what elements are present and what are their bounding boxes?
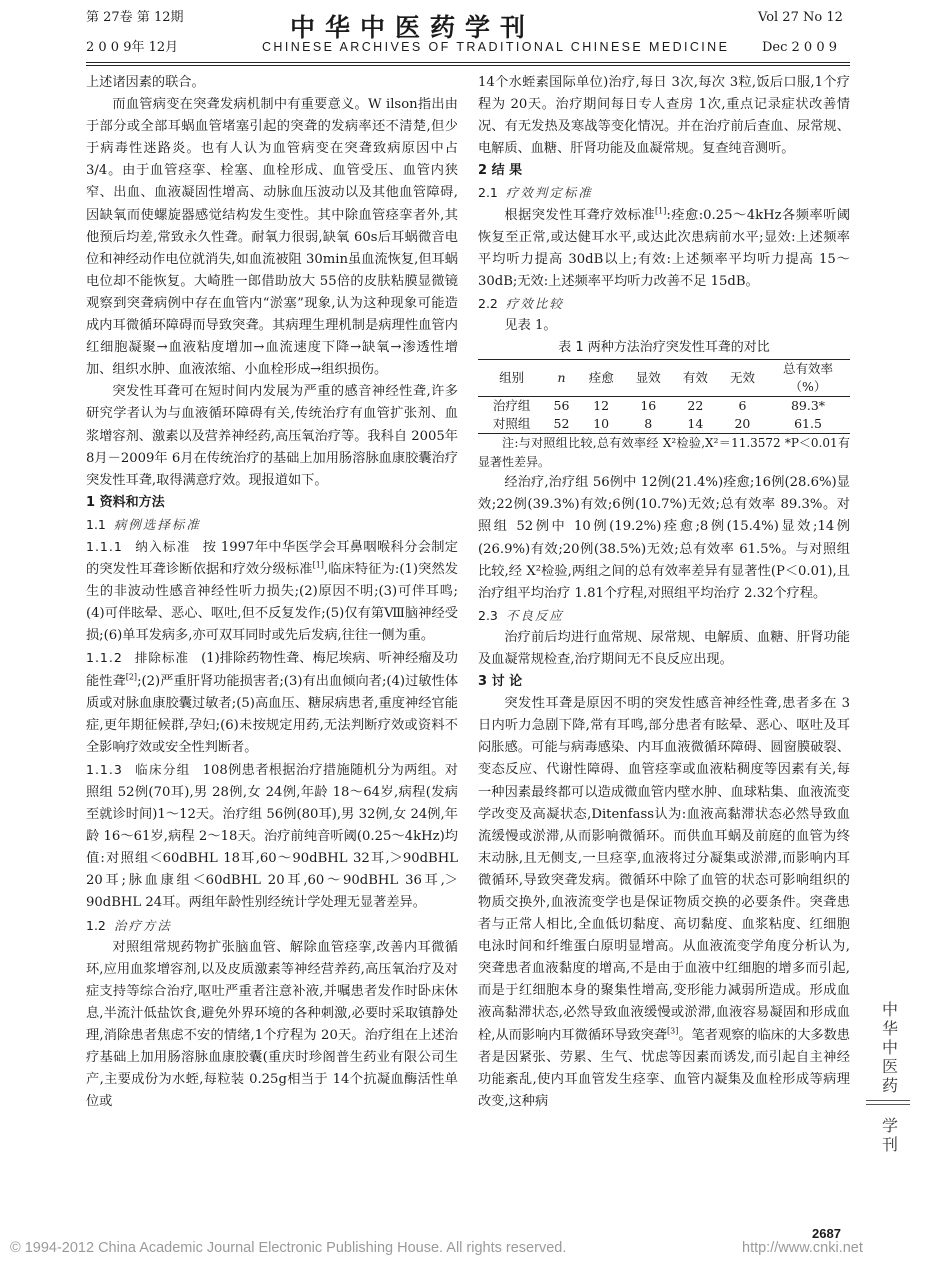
paragraph: 而血管病变在突聋发病机制中有重要意义。W ilson指出由于部分或全部耳蜗血管堵塞引起的突聋的发病率还不清楚,但少于病毒性迷路炎。也有人认为血管病变在突聋致病原因中占 3/4。由于血管痉挛、栓塞、血栓形成、血管受压、血管内狭窄、出血、血液凝固性增高、动脉血压波动以及其他血管障碍,因缺氧而使螺旋器感觉结构发生变性。其中除血管痉挛者外,其他预后均差,常致永久性聋。耐氧力很弱,缺氧 60s后耳蜗微音电位和神经动作电位就消失,如血流被阻 30min虽血流恢复,但耳蜗电位却不能恢复。大崎胜一郎借助放大 55倍的皮肤粘膜显微镜观察到突聋病例中存在血管内“淤塞”现象,认为这种现象可能造成内耳微循环障碍而导致突聋。其病理生理机制是病理性血管内红细胞凝聚→血液粘度增加→血流速度下降→缺氧→渗透性增加、组织水肿、血液浓缩、小血栓形成→组织损伤。 — [86, 97, 458, 378]
side-journal-label: 中华中医药 — [881, 1000, 898, 1095]
section-heading: 2 结 果 — [478, 163, 523, 179]
table-cell: 14 — [672, 415, 719, 434]
table-cell: 对照组 — [478, 415, 545, 434]
table-cell: 20 — [719, 415, 766, 434]
subsection-heading: 2.3 不良反应 — [478, 607, 564, 623]
subsection-heading: 2.2 疗效比较 — [478, 295, 564, 311]
table-cell: 16 — [640, 398, 657, 414]
table-note: 注:与对照组比较,总有效率经 X²检验,X²＝11.3572 *P＜0.01有显著性差异。 — [478, 436, 850, 470]
side-divider — [866, 1104, 910, 1105]
citation: [1] — [655, 206, 667, 216]
table-header-row — [478, 360, 850, 397]
page-number: 2687 — [812, 1226, 841, 1241]
subsection-heading: 2.1 疗效判定标准 — [478, 185, 593, 201]
paragraph: 1.1.2 排除标准 (1)排除药物性聋、梅尼埃病、听神经瘤及功能性聋[2];(2)严重肝肾功能损害者;(3)有出血倾向者;(4)过敏性体质或对脉血康胶囊过敏者;(5)高血压、糖尿病患者,重度神经官能症,更年期征候群,孕妇;(6)未按规定用药,无法判断疗效或资料不全影响疗效或安全性判断者。 — [86, 650, 459, 755]
issue-date-en: Dec 2 0 0 9 — [762, 40, 838, 55]
side-journal-label-2: 学刊 — [881, 1116, 898, 1154]
col-header: 有效 — [672, 360, 719, 397]
col-header: 无效 — [719, 360, 766, 397]
volume-issue: 第 27卷 第 12期 — [86, 10, 184, 25]
table-cell: 10 — [578, 415, 625, 434]
paragraph: 上述诸因素的联合。 — [86, 75, 205, 90]
section-heading: 1 资料和方法 — [86, 494, 165, 510]
col-header: 总有效率（%） — [766, 360, 850, 397]
journal-title: 中华中医药学刊 — [290, 13, 536, 42]
paragraph: 1.1.3 临床分组 108例患者根据治疗措施随机分为两组。对照组 52例(70耳),男 28例,女 24例,年龄 18～64岁,病程(发病至就诊时间)1～12天。治疗组 56例(80耳),男 32例,女 24例,年龄 16～61岁,病程 2～18天。治疗前纯音听阈(0.25～4kHz)均值:对照组＜60dBHL 18耳,60～90dBHL 32耳,＞90dBHL 20耳;脉血康组＜60dBHL 20耳,60～90dBHL 36耳,＞90dBHL 24耳。两组年龄性别经统计学处理无显著差异。 — [86, 761, 458, 911]
paragraph: 对照组常规药物扩张脑血管、解除血管痉挛,改善内耳微循环,应用血浆增容剂,以及皮质激素等神经营养药,高压氧治疗及对症支持等综合治疗,呕吐严重者注意补液,并嘱患者发作时卧床休息,半流汁低盐饮食,避免外界环境的各种刺激,必要时采取镇静处理,消除患者焦虑不安的情绪,1个疗程为 20天。治疗组在上述治疗基础上加用肠溶脉血康胶囊(重庆时珍阁普生药业有限公司生产,主要成份为水蛭,每粒装 0.25g相当于 14个抗凝血酶活性单位或 — [86, 939, 458, 1110]
table-row — [478, 397, 850, 416]
paragraph: 1.1.1 纳入标准 按 1997年中华医学会耳鼻咽喉科分会制定的突发性耳聋诊断依据和疗效分级标准[1],临床特征为:(1)突然发生的非波动性感音神经性听力损失;(2)原因不明;(3)可伴耳鸣;(4)可伴眩晕、恶心、呕吐,但不反复发作;(5)仅有第Ⅷ脑神经受损;(6)单耳发病多,亦可双耳同时或先后发病,往往一侧为重。 — [86, 538, 458, 644]
header-rule-top — [86, 62, 850, 63]
table-cell: 6 — [738, 398, 747, 414]
table-cell: 89.3* — [790, 398, 826, 414]
col-header: 组别 — [478, 360, 545, 397]
table-cell: 22 — [687, 398, 704, 414]
citation: [2] — [125, 672, 138, 682]
side-divider — [866, 1100, 910, 1101]
journal-title-en: CHINESE ARCHIVES OF TRADITIONAL CHINESE MEDICINE — [262, 40, 730, 54]
paragraph: 根据突发性耳聋疗效标准[1]:痊愈:0.25～4kHz各频率听阈恢复至正常,或达健耳水平,或达此次患病前水平;显效:上述频率平均听力提高 30dB以上;有效:上述频率平均听力提高 15～30dB;无效:上述频率平均听力改善不足 15dB。 — [478, 206, 851, 289]
paragraph: 治疗前后均进行血常规、尿常规、电解质、血糖、肝肾功能及血凝常规检查,治疗期间无不良反应出现。 — [478, 629, 850, 667]
subsection-heading: 1.1 病例选择标准 — [86, 516, 201, 532]
col-header: 显效 — [625, 360, 672, 397]
subsection-label: 纳入标准 — [134, 538, 191, 554]
subsection-label: 临床分组 — [134, 761, 191, 777]
subsection-label: 排除标准 — [134, 650, 190, 666]
paragraph: 见表 1。 — [504, 318, 557, 334]
paragraph: 14个水蛭素国际单位)治疗,每日 3次,每次 3粒,饭后口服,1个疗程为 20天。治疗期间每日专人查房 1次,重点记录症状改善情况、有无发热及寒战等变化情况。并在治疗前后查血、尿常规、电解质、血糖、肝肾功能及血凝常规。复查纯音测听。 — [478, 75, 850, 157]
volume-issue-en: Vol 27 No 12 — [758, 10, 843, 25]
results-table — [478, 359, 850, 434]
issue-date: 2 0 0 9年 12月 — [86, 40, 179, 55]
table-row — [478, 415, 850, 434]
table-cell: 8 — [625, 415, 672, 434]
subsection-number: 1.1.3 — [86, 761, 123, 777]
col-header: 痊愈 — [578, 360, 625, 397]
table-cell: 12 — [593, 398, 610, 414]
subsection-number: 1.1.1 — [86, 538, 123, 554]
left-column — [86, 72, 458, 1113]
paragraph: 突发性耳聋是原因不明的突发性感音神经性聋,患者多在 3日内听力急剧下降,常有耳鸣,部分患者有眩晕、恶心、呕吐及耳闷胀感。可能与病毒感染、内耳血液微循环障碍、圆窗膜破裂、变态反应、代谢性障碍、血管痉挛或血液粘稠度等因素有关,每一种因素最终都可以造成微血管内壁水肿、血球粘集、血液流变学改变及高凝状态,Ditenfass认为:血液高黏滞状态必然导致血流缓慢或淤滞,从而影响微循环。而供血耳蜗及前庭的血管为终末动脉,且无侧支,一旦痉挛,血液将过分凝集或淤滞,而影响内耳微循环,导致突聋发病。微循环中除了血管的状态可影响组织的物质交换外,血液流变学也是保证物质交换的必要条件。突聋患者与正常人相比,全血低切黏度、高切黏度、血浆粘度、红细胞电泳时间和纤维蛋白原明显增高。从血液流变学角度分析认为,突聋患者血液黏度的增高,不是由于血液中红细胞的增多而引起,而是于红细胞本身的聚集性增高,变形能力减弱所造成。形成血液高黏滞状态,必然导致血液缓慢或淤滞,血液容易凝固和形成血栓,从而影响内耳微循环导致突聋[3]。笔者观察的临床的大多数患者是因紧张、劳累、生气、忧虑等因素而诱发,而引起自主神经功能紊乱,使内耳血管发生痉挛、血管内凝集及血栓形成等病理改变,这种病 — [478, 696, 850, 1109]
subsection-heading: 1.2 治疗方法 — [86, 917, 172, 933]
subsection-number: 1.1.2 — [86, 650, 123, 666]
section-heading: 3 讨 论 — [478, 674, 523, 690]
copyright-notice: © 1994-2012 China Academic Journal Electronic Publishing House. All rights reserved. — [10, 1240, 567, 1256]
table-cell: 61.5 — [766, 415, 850, 434]
table-cell: 56 — [553, 398, 570, 414]
header-rule-bottom — [86, 65, 850, 66]
source-url: http://www.cnki.net — [742, 1240, 863, 1256]
table-cell: 52 — [545, 415, 577, 434]
col-header: n — [545, 360, 577, 397]
table-caption: 表 1 两种方法治疗突发性耳聋的对比 — [558, 340, 770, 356]
paragraph: 突发性耳聋可在短时间内发展为严重的感音神经性聋,许多研究学者认为与血液循环障碍有关,传统治疗有血管扩张剂、血浆增容剂、激素以及营养神经药,高压氧治疗等。我科自 2005年 8月－2009年 6月在传统治疗的基础上加用肠溶脉血康胶囊治疗突发性耳聋,取得满意疗效。现报道如下。 — [86, 384, 458, 488]
citation: [1] — [312, 560, 324, 570]
citation: [3] — [667, 1026, 679, 1036]
table-cell: 治疗组 — [492, 398, 531, 414]
right-column — [478, 72, 850, 1113]
paragraph: 经治疗,治疗组 56例中 12例(21.4%)痊愈;16例(28.6%)显效;22例(39.3%)有效;6例(10.7%)无效;总有效率 89.3%。对照组 52例中 10例(19.2%)痊愈;8例(15.4%)显效;14例(26.9%)有效;20例(38.5%)无效;总有效率 61.5%。与对照组比较,经 X²检验,两组之间的总有效率差异有显著性(P＜0.01),且治疗组平均治疗 1.81个疗程,对照组平均治疗 2.32个疗程。 — [478, 475, 850, 601]
